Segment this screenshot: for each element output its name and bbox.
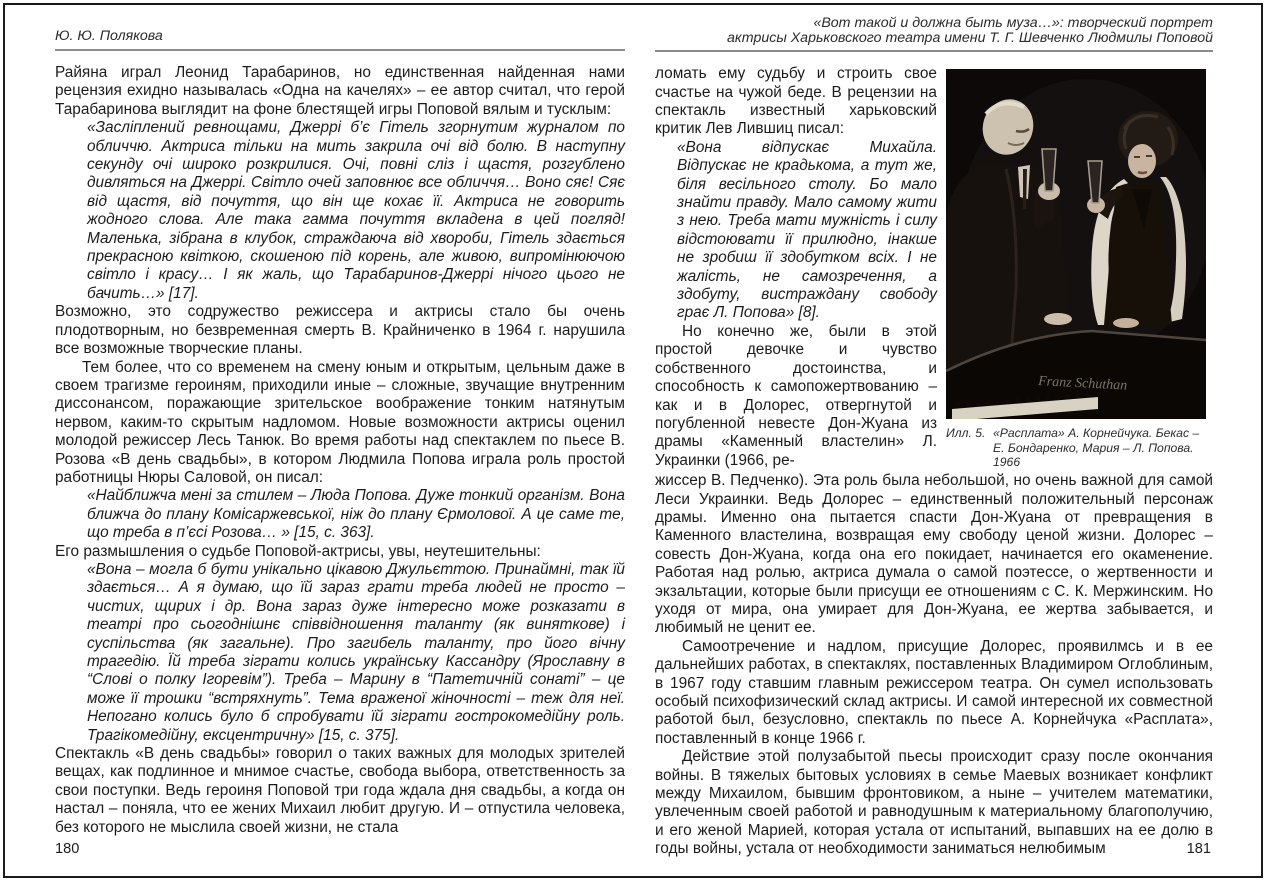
running-title-line1: «Вот такой и должна быть муза…»: творческий портрет [813, 15, 1213, 31]
paragraph: ломать ему судьбу и строить свое счастье на чужой беде. В рецензии на спектакль известный харьковский критик Лев Лившиц писал: [655, 65, 937, 138]
left-running-header [55, 14, 625, 51]
svg-text:Franz Schuthan: Franz Schuthan [1037, 374, 1128, 394]
paragraph: «Найближча мені за стилем – Люда Попова. Дуже тонкий організм. Вона ближча до плану Комісаржевської, ніж до плану Єрмолової. А це саме те, що треба в п’єсі Розова… » [15, с. 363]. [87, 487, 625, 542]
paragraph: «Засліплений ревнощами, Джеррі б’є Гітель згорнутим журналом по обличчю. Актриса тільки на мить закрила очі від болю. В наступну секунду очі широко розкрилися. Очі, повні сліз і щастя, розгублено дивляться на Джеррі. Світло очей заповнює все обличчя… Воно сяє! Сяє від щастя, від почуття, що він ще кохає її. Актриса не говорить жодного слова. Але така гамма почуття вкладена в цей погляд! Маленька, зібрана в клубок, страждаюча від хвороби, Гітель здається прекрасною квіткою, скошеною під корень, але живою, випромінюючою світло і красу… І як жаль, що Тарабаринов-Джеррі нічого цього не бачить…» [17]. [87, 119, 625, 302]
figure-caption-text: «Расплата» А. Корнейчука. Бекас – Е. Бондаренко, Мария – Л. Попова. 1966 [993, 426, 1200, 470]
paragraph: Действие этой полузабытой пьесы происходит сразу после окончания войны. В тяжелых бытовых условиях в семье Маевых возникает конфликт между Михаилом, бывшим фронтовиком, а ныне – учителем математики, увлеченным своей работой и равнодушным к материальному благополучию, и его женой Марией, которая устала от испытаний, выпавших на ее долю в годы войны, устала от необходимости заниматься нелюбимым [655, 748, 1213, 858]
paragraph: Возможно, это содружество режиссера и актрисы стало бы очень плодотворным, но безвременная смерть В. Крайниченко в 1964 г. нарушила все возможные творческие планы. [55, 303, 625, 358]
figure-caption [946, 426, 1213, 470]
right-page-number: 181 [1186, 841, 1211, 857]
text-and-figure-row [655, 65, 1213, 470]
figure-caption-label: Илл. 5. [946, 426, 986, 441]
paragraph: Спектакль «В день свадьбы» говорил о таких важных для молодых зрителей вещах, как подлинное и мнимое счастье, свобода выбора, ответственность за свои поступки. Ведь героиня Поповой три года ждала дня свадьбы, а когда он настал – поняла, что ее жених Михаил любит другую. И – отпустила человека, без которого не мыслила своей жизни, не стала [55, 745, 625, 836]
right-page-column-text [655, 65, 937, 470]
stage-photo [946, 69, 1206, 419]
paragraph: «Вона відпускає Михайла. Відпускає не крадькома, а тут же, біля весільного столу. Бо мало знайти правду. Мало самому жити з нею. Треба мати мужність і силу відстоювати її прилюдно, інакше не зробиш її здобутком всіх. І не жалість, не самозречення, а здобуту, вистраждану свободу грає Л. Попова» [8]. [677, 138, 937, 322]
paragraph: Тем более, что со временем на смену юным и открытым, цельным даже в своем трагизме героиням, приходили иные – сложные, звучащие внутренним диссонансом, поражающие зрительское воображение тонким натянутым нервом, каким-то скрытым надломом. Новые возможности актрисы оценил молодой режиссер Лесь Танюк. Во время работы над спектаклем по пьесе В. Розова «В день свадьбы», в котором Людмила Попова играла роль простой работницы Нюры Саловой, он писал: [55, 358, 625, 486]
paragraph: жиссер В. Педченко). Эта роль была небольшой, но очень важной для самой Леси Украинки. Ведь Долорес – единственный положительный персонаж драмы. Именно она пытается спасти Дон-Жуана от превращения в Каменного властелина, возвращая ему свободу ценой жизни. Долорес – совесть Дон-Жуана, когда она его покидает, начинается его окаменение. Работая над ролью, актриса думала о самой поэтессе, о жертвенности и экзальтации, которые были присущи ее отношениям с С. К. Мержинским. Но уходя от мира, она умирает для Дон-Жуана, ее жертва забывается, и любимый не ценит ее. [655, 472, 1213, 637]
running-title-line2: актрисы Харьковского театра имени Т. Г. Шевченко Людмилы Поповой [727, 29, 1213, 46]
right-running-header [655, 14, 1213, 52]
paragraph: Его размышления о судьбе Поповой-актрисы, увы, неутешительны: [55, 542, 541, 560]
right-page-text [655, 472, 1213, 859]
author-name: Ю. Ю. Полякова [55, 28, 163, 44]
left-page-number: 180 [55, 841, 80, 857]
left-page [55, 14, 625, 857]
left-page-text [55, 64, 625, 837]
stage-photo-graphic [946, 69, 1206, 419]
paragraph: «Вона – могла б бути унікально цікавою Джульєттою. Принаймні, так їй здається… А я думаю, що їй зараз грати треба людей не просто – чистих, щирих і др. Вона зараз дуже інтересно може розказати в театрі про сьогоднішнє співвідношення таланту (як виняткове) і суспільства (як загальне). Про загибель таланту, про його вічну трагедію. Їй треба зіграти колись українську Кассандру (Ярославну в “Слові о полку Ігоревім”). Треба – Марину в “Патетичній сонаті” – це може її трошки “встряхнуть”. Тема враженої жіночності – теж для неї. Непогано колись було б спробувати їй зіграти гострокомедійну роль. Трагікомедійну, ексцентричну» [15, с. 375]. [87, 560, 625, 744]
figure-illustration-5 [946, 65, 1213, 470]
paragraph: Но конечно же, были в этой простой девочке и чувство собственного достоинства, и способность к самопожертвованию – как и в Долорес, отвергнутой и погубленной невесте Дон-Жуана из драмы «Каменный властелин» Л. Украинки (1966, ре- [655, 322, 937, 469]
right-page [655, 14, 1213, 859]
paragraph: Самоотречение и надлом, присущие Долорес, проявилмсь и в ее дальнейших работах, в спектаклях, поставленных Владимиром Оглоблиным, в 1967 году ставшим главным режиссером театра. Он сумел использовать особый психофизический склад актрисы. И самой интересной их совместной работой был, безусловно, спектакль по пьесе А. Корнейчука «Расплата», поставленный в конце 1966 г. [655, 637, 1213, 747]
paragraph: Райяна играл Леонид Тарабаринов, но единственная найденная нами рецензия ехидно называлась «Одна на качелях» – ее автор считал, что герой Тарабаринова выглядит на фоне блестящей игры Поповой вялым и тусклым: [55, 64, 625, 118]
